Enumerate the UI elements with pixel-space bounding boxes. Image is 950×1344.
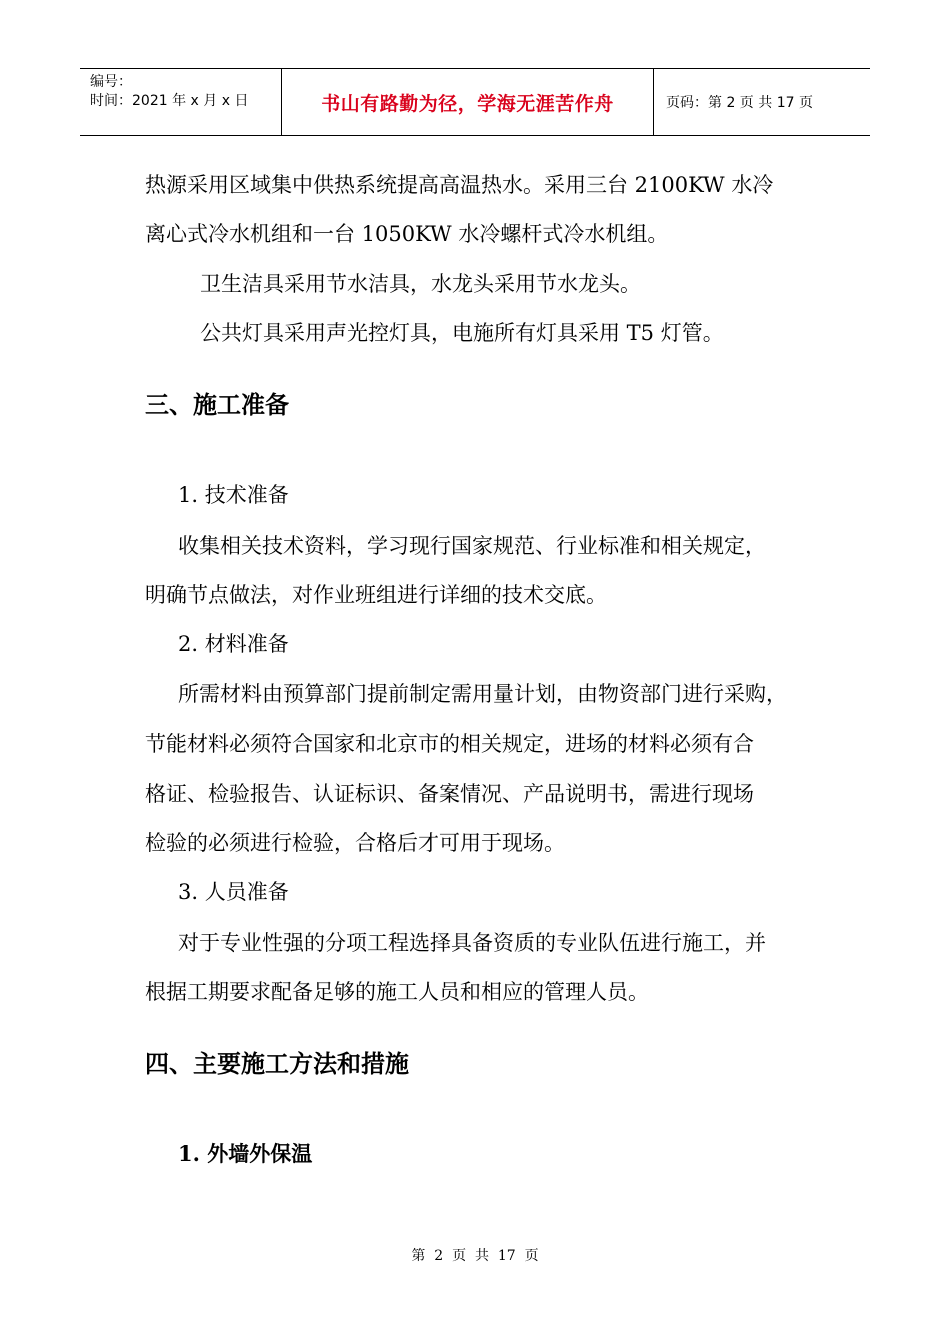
- header-page-number: 页码：第 2 页 共 17 页: [666, 95, 813, 111]
- document-date-label: 时间：2021 年 x 月 x 日: [90, 93, 249, 109]
- section-heading: 四、主要施工方法和措施: [145, 1049, 409, 1078]
- paragraph-line: 热源采用区域集中供热系统提高高温热水。采用三台 2100KW 水冷: [145, 173, 774, 197]
- document-number-label: 编号：: [90, 74, 132, 90]
- paragraph-line: 收集相关技术资料，学习现行国家规范、行业标准和相关规定，: [178, 534, 766, 558]
- paragraph-line: 节能材料必须符合国家和北京市的相关规定，进场的材料必须有合: [145, 732, 754, 756]
- page-header: [80, 68, 870, 136]
- subsection-title: 1. 外墙外保温: [178, 1141, 313, 1166]
- paragraph-line: 根据工期要求配备足够的施工人员和相应的管理人员。: [145, 980, 649, 1004]
- section-heading: 三、施工准备: [145, 390, 289, 419]
- subsection-title: 3. 人员准备: [178, 880, 289, 904]
- paragraph-line: 卫生洁具采用节水洁具，水龙头采用节水龙头。: [200, 272, 641, 296]
- paragraph-line: 对于专业性强的分项工程选择具备资质的专业队伍进行施工，并: [178, 931, 766, 955]
- paragraph-line: 检验的必须进行检验，合格后才可用于现场。: [145, 831, 565, 855]
- paragraph-line: 公共灯具采用声光控灯具，电施所有灯具采用 T5 灯管。: [200, 321, 724, 345]
- subsection-title: 2. 材料准备: [178, 632, 289, 656]
- paragraph-line: 明确节点做法，对作业班组进行详细的技术交底。: [145, 583, 607, 607]
- page-footer: 第 2 页 共 17 页: [411, 1248, 539, 1264]
- header-meta: [80, 69, 282, 135]
- paragraph-line: 离心式冷水机组和一台 1050KW 水冷螺杆式冷水机组。: [145, 222, 669, 246]
- subsection-title: 1. 技术准备: [178, 483, 289, 507]
- paragraph-line: 格证、检验报告、认证标识、备案情况、产品说明书，需进行现场: [145, 782, 754, 806]
- paragraph-line: 所需材料由预算部门提前制定需用量计划，由物资部门进行采购，: [178, 682, 787, 706]
- header-motto: 书山有路勤为径，学海无涯苦作舟: [282, 69, 654, 135]
